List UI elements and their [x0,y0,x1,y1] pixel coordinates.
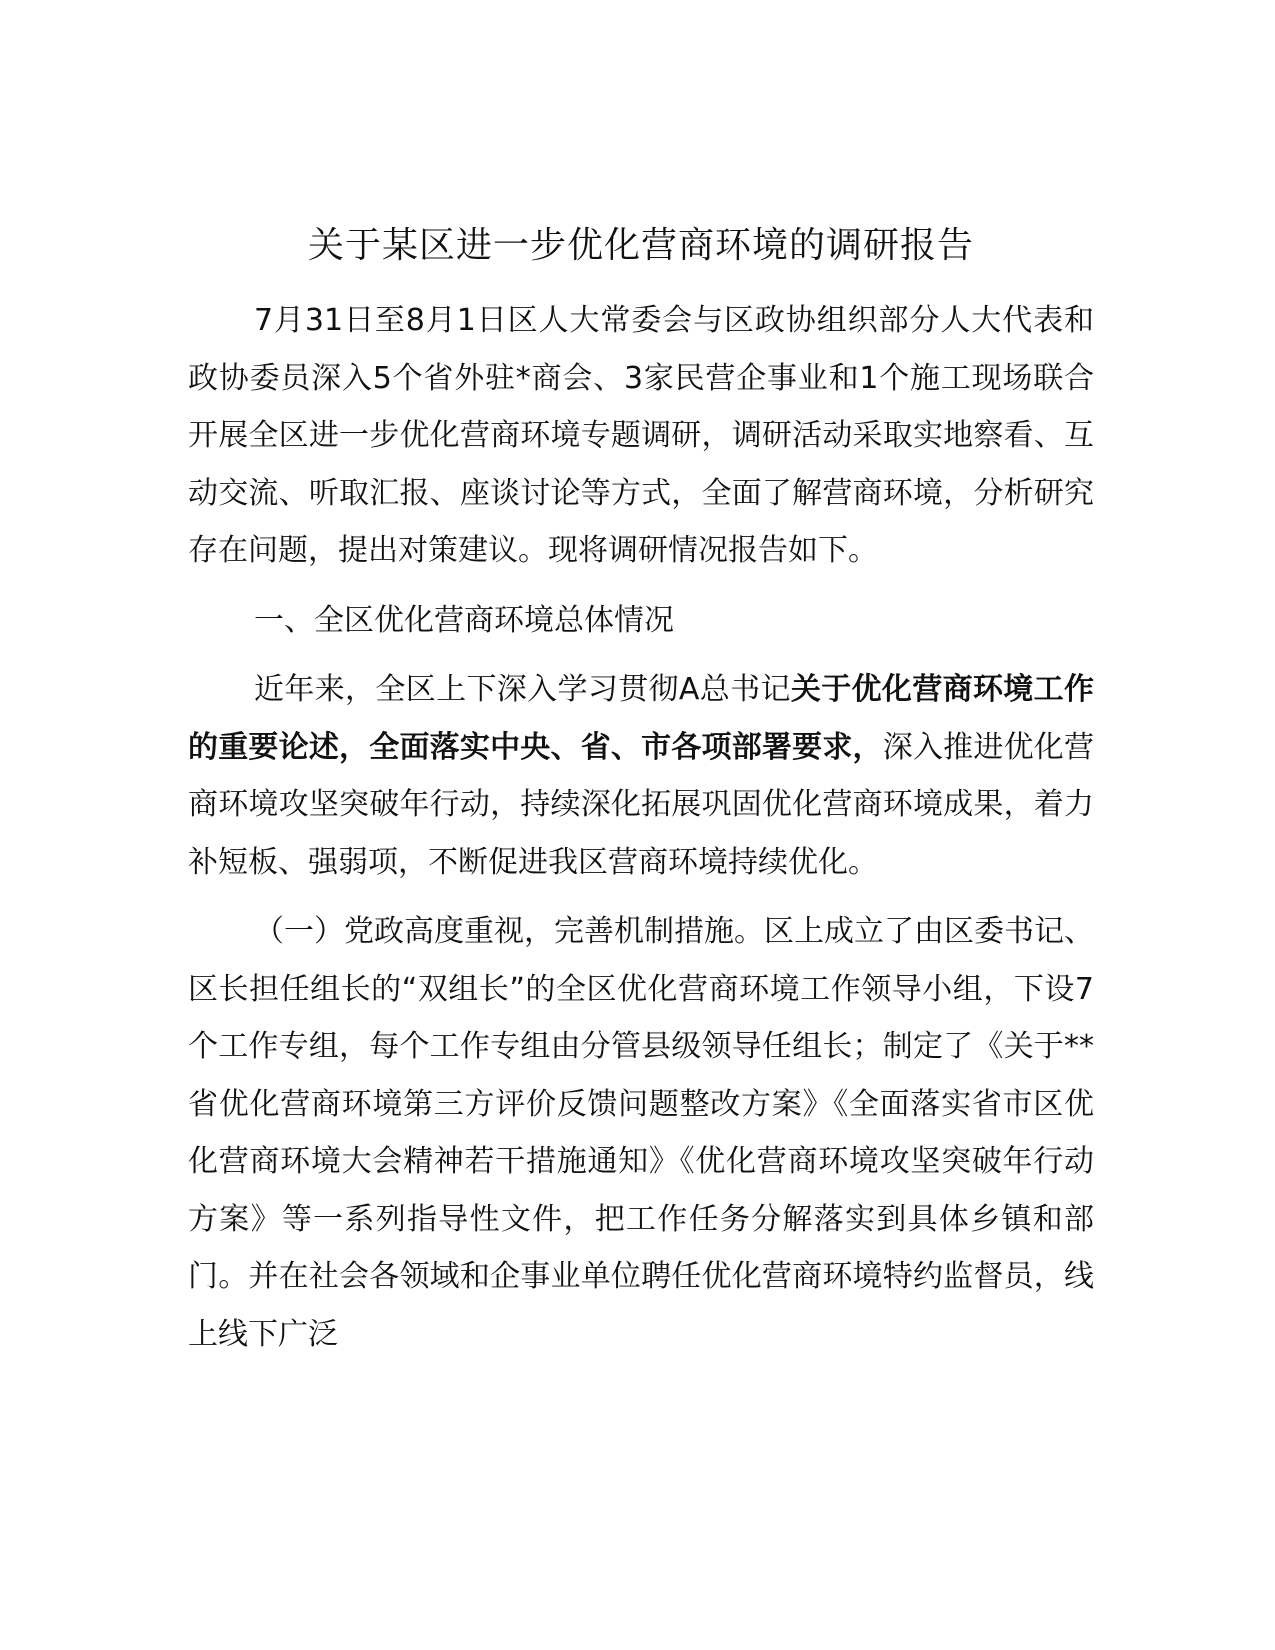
section-1-text-c: 深入推进优化营商环境攻坚突破年行动，持续深化拓展巩固优化营商环境成果，着力补短板、强弱项，不断促进我区营商环境持续优化。 [188,729,1095,880]
section-1-heading: 一、全区优化营商环境总体情况 [254,602,674,638]
section-1-paragraph [188,661,1094,891]
intro-paragraph: 7月31日至8月1日区人大常委会与区政协组织部分人大代表和政协委员深入5个省外驻*商会、3家民营企事业和1个施工现场联合开展全区进一步优化营商环境专题调研，调研活动采取实地察看、互动交流、听取汇报、座谈讨论等方式，全面了解营商环境，分析研究存在问题，提出对策建议。现将调研情况报告如下。 [188,303,1094,568]
subsection-1-paragraph: （一）党政高度重视，完善机制措施。区上成立了由区委书记、区长担任组长的“双组长”的全区优化营商环境工作领导小组，下设7个工作专组，每个工作专组由分管县级领导任组长；制定了《关于**省优化营商环境第三方评价反馈问题整改方案》《全面落实省市区优化营商环境大会精神若干措施通知》《优化营商环境攻坚突破年行动方案》等一系列指导性文件，把工作任务分解落实到具体乡镇和部门。并在社会各领域和企事业单位聘任优化营商环境特约监督员，线上线下广泛 [188,914,1094,1352]
section-1-text-a: 近年来，全区上下深入学习贯彻A总书记 [254,672,791,707]
document-page [188,222,1094,1363]
document-title: 关于某区进一步优化营商环境的调研报告 [307,225,974,266]
section-1-text-b: 关于优化营商环境工作的重要论述，全面落实中央、省、市各项部署要求， [188,672,1094,765]
